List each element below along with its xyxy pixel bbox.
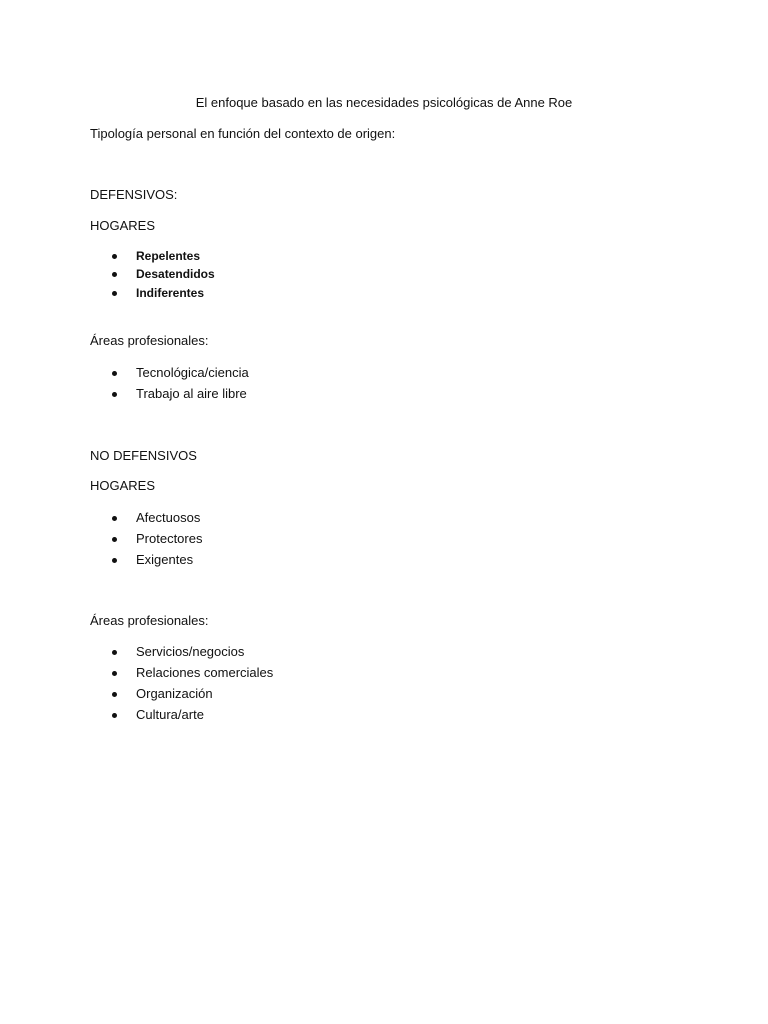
non-defensive-areas-heading: Áreas profesionales:	[90, 613, 209, 628]
list-item: Protectores	[112, 531, 202, 552]
document-subtitle: Tipología personal en función del contexto de origen:	[90, 126, 396, 141]
document-title	[0, 95, 768, 111]
non-defensive-areas-list	[112, 644, 273, 728]
bullet-icon	[112, 272, 117, 277]
list-item: Cultura/arte	[112, 707, 273, 728]
bullet-icon	[112, 516, 117, 521]
bullet-icon	[112, 371, 117, 376]
non-defensive-homes-list	[112, 510, 202, 573]
list-item: Repelentes	[112, 248, 215, 266]
document-title-text: El enfoque basado en las necesidades psicológicas de Anne Roe	[195, 95, 573, 110]
non-defensive-homes-heading: HOGARES	[90, 478, 156, 493]
bullet-icon	[112, 392, 117, 397]
bullet-icon	[112, 558, 117, 563]
defensive-heading: DEFENSIVOS:	[90, 187, 178, 202]
bullet-icon	[112, 537, 117, 542]
list-item: Afectuosos	[112, 510, 202, 531]
list-item: Desatendidos	[112, 266, 215, 285]
bullet-icon	[112, 671, 117, 676]
bullet-icon	[112, 713, 117, 718]
defensive-homes-list	[112, 248, 215, 303]
defensive-areas-list	[112, 365, 249, 407]
list-item: Indiferentes	[112, 285, 215, 303]
list-item: Tecnológica/ciencia	[112, 365, 249, 386]
defensive-homes-heading: HOGARES	[90, 218, 156, 233]
defensive-areas-heading: Áreas profesionales:	[90, 333, 209, 348]
bullet-icon	[112, 650, 117, 655]
list-item: Organización	[112, 686, 273, 707]
bullet-icon	[112, 254, 117, 259]
non-defensive-heading: NO DEFENSIVOS	[90, 448, 197, 463]
list-item: Exigentes	[112, 552, 202, 573]
list-item: Servicios/negocios	[112, 644, 273, 665]
bullet-icon	[112, 291, 117, 296]
list-item: Trabajo al aire libre	[112, 386, 249, 407]
list-item: Relaciones comerciales	[112, 665, 273, 686]
bullet-icon	[112, 692, 117, 697]
